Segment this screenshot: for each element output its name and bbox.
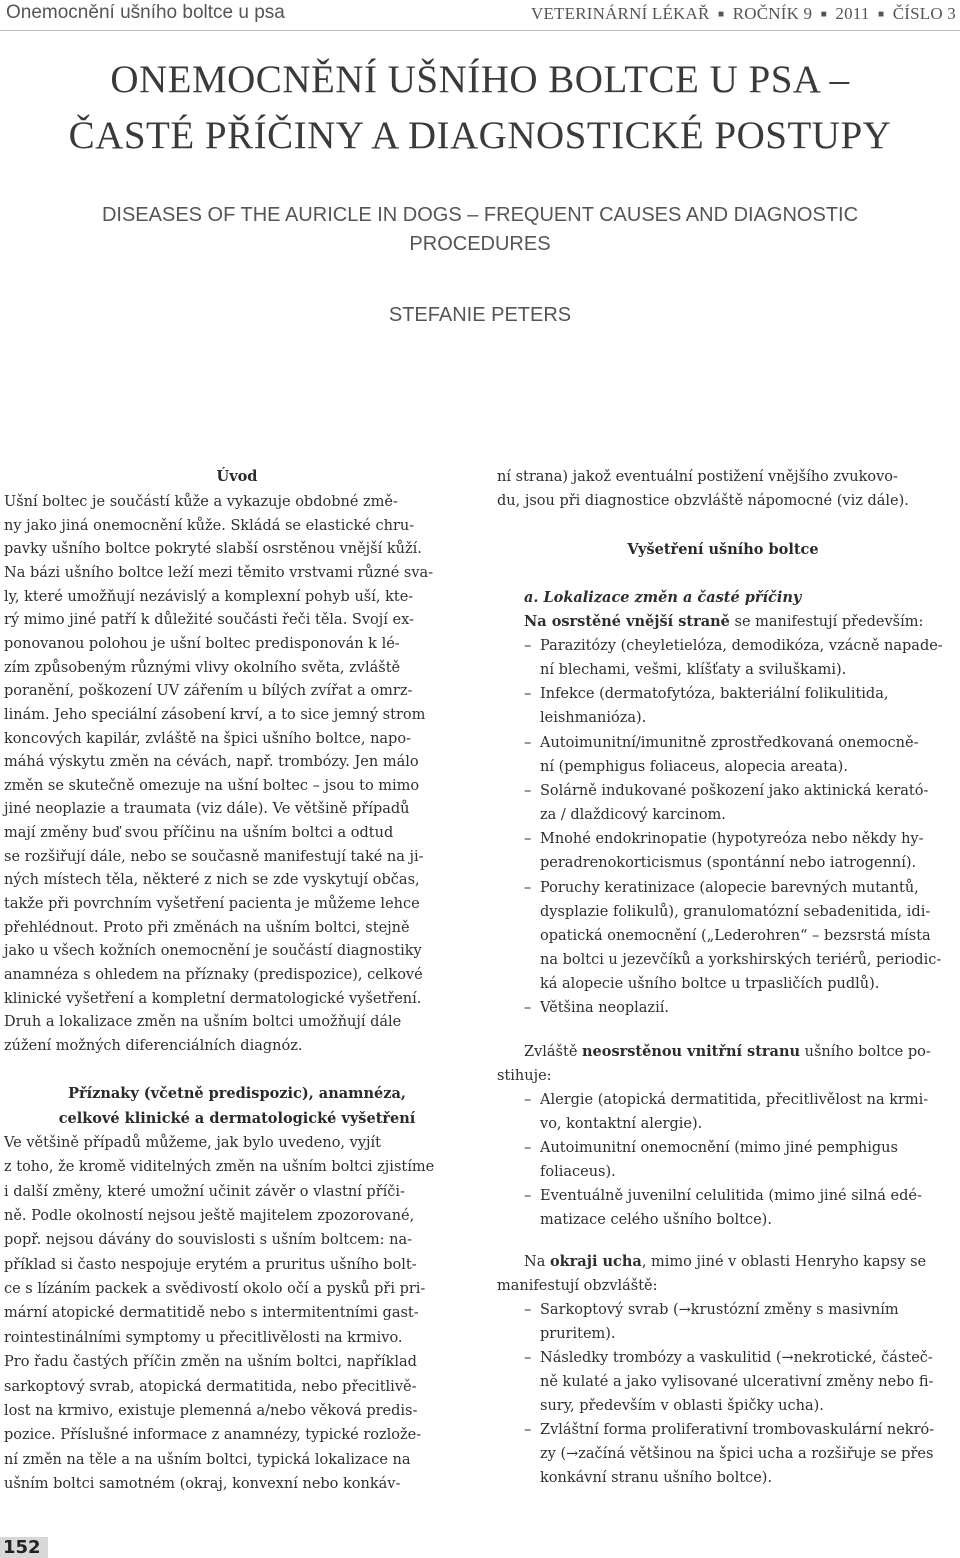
list-dash-icon: – xyxy=(524,1302,532,1318)
symptoms-line: příklad si často nespojuje erytém a pruritus ušního bolt- xyxy=(4,1256,417,1273)
separator-icon: ■ xyxy=(718,9,725,20)
edge-post: , mimo jiné v oblasti Henryho kapsy se xyxy=(641,1254,927,1270)
outer-list-item-line: ní blechami, vešmi, klíšťaty a sviluškami). xyxy=(540,662,847,679)
inner-side-pre: Zvláště xyxy=(524,1044,583,1060)
inner-side-post: ušního boltce po- xyxy=(800,1044,931,1060)
outer-list-item-line: na boltci u jezevčíků a yorkshirských teriérů, periodic- xyxy=(540,951,942,968)
symptoms-line: sarkoptový svrab, atopická dermatitida, nebo přecitlivě- xyxy=(4,1378,417,1395)
section-heading-symptoms-line-2: celkové klinické a dermatologické vyšetření xyxy=(58,1110,416,1127)
journal-name: VETERINÁRNÍ LÉKAŘ xyxy=(530,4,710,23)
intro-line: anamnéza s ohledem na příznaky (predispozice), celkové xyxy=(4,967,423,983)
intro-line: ny jako jiná onemocnění kůže. Skládá se elastické chru- xyxy=(4,517,415,534)
section-heading-symptoms-line-1: Příznaky (včetně predispozic), anamnéza, xyxy=(68,1085,406,1102)
symptoms-line: Pro řadu častých příčin změn na ušním boltci, například xyxy=(4,1354,417,1371)
symptoms-line: lost na krmivo, existuje plemenná a/nebo věková predis- xyxy=(4,1402,418,1419)
list-dash-icon: – xyxy=(524,782,532,799)
continuation-line: ní strana) jakož eventuální postižení vnějšího zvukovo- xyxy=(497,469,898,485)
edge-intro-line-2: manifestují obzvláště: xyxy=(497,1278,658,1294)
author-name: STEFANIE PETERS xyxy=(388,304,572,326)
intro-line: ly, které umožňují nezávislý a komplexní pohyb uší, kte- xyxy=(4,588,414,605)
edge-list-item-line: sury, především v oblasti špičky ucha). xyxy=(540,1398,824,1414)
list-dash-icon: – xyxy=(524,831,532,848)
symptoms-line: ce s lízáním packek a svědivostí okolo očí a pysků při pri- xyxy=(4,1281,426,1298)
list-dash-icon: – xyxy=(524,1422,532,1438)
intro-line: jako u všech kožních onemocnění je součástí diagnostiky xyxy=(4,943,422,960)
list-dash-icon: – xyxy=(524,879,532,896)
outer-list-item-line: opatická onemocnění („Lederohren“ – bezsrstá místa xyxy=(540,927,931,944)
list-dash-icon: – xyxy=(524,1140,532,1156)
outer-list-item-line: leishmanióza). xyxy=(540,710,647,727)
edge-list-item-line: konkávní stranu ušního boltce). xyxy=(540,1470,773,1486)
intro-line: takže při povrchním vyšetření pacienta je můžeme lehce xyxy=(4,896,420,913)
intro-line: mají změny buď svou příčinu na ušním boltci a odtud xyxy=(4,825,394,842)
intro-line: ponovanou polohou je ušní boltec predisponován k lé- xyxy=(4,635,400,652)
outer-list-item-line: ní (pemphigus foliaceus, alopecia areata). xyxy=(540,758,848,775)
intro-line: ných místech těla, některé z nich se zde vyskytují občas, xyxy=(4,872,420,889)
intro-line: klinické vyšetření a kompletní dermatologické vyšetření. xyxy=(4,990,422,1007)
separator-icon: ■ xyxy=(820,9,827,20)
outer-list-item-line: peradrenokorticismus (spontánní nebo iatrogenní). xyxy=(540,855,917,872)
edge-list-item-line: Následky trombózy a vaskulitid (→nekrotické, částeč- xyxy=(540,1350,933,1366)
intro-line: pavky ušního boltce pokryté slabší osrstěnou vnější kůží. xyxy=(4,541,422,558)
outer-list-item-line: Solárně indukované poškození jako aktinická kerató- xyxy=(540,782,929,799)
intro-line: jiné neoplazie a traumata (viz dále). Ve většině případů xyxy=(4,801,410,818)
page-number-box xyxy=(0,1537,48,1558)
symptoms-line: popř. nejsou dávány do souvislosti s ušním boltcem: na- xyxy=(4,1232,413,1249)
intro-line: Druh a lokalizace změn na ušním boltci umožňují dále xyxy=(4,1014,402,1031)
outer-list-item-line: Autoimunitní/imunitně zprostředkovaná onemocně- xyxy=(540,734,919,751)
inner-list-item-line: foliaceus). xyxy=(540,1164,616,1180)
symptoms-line: ní změn na těle a na ušním boltci, typická lokalizace na xyxy=(4,1451,411,1468)
section-heading-intro: Úvod xyxy=(216,468,258,485)
outer-side-intro xyxy=(524,611,923,633)
journal-issue: ČÍSLO 3 xyxy=(892,4,956,23)
intro-line: přehlédnout. Proto při změnách na ušním boltci, stejně xyxy=(4,919,410,936)
continuation-line: du, jsou při diagnostice obzvláště nápomocné (viz dále). xyxy=(497,493,909,509)
symptoms-line: mární atopické dermatitidě nebo s intermitentními gast- xyxy=(4,1305,419,1322)
list-dash-icon: – xyxy=(524,686,532,703)
outer-side-rest: se manifestují především: xyxy=(729,614,924,630)
intro-line: zúžení možných diferenciálních diagnóz. xyxy=(4,1037,303,1054)
journal-volume: ROČNÍK 9 xyxy=(732,4,813,23)
outer-list-item-line: Infekce (dermatofytóza, bakteriální folikulitida, xyxy=(540,686,889,703)
running-header-title: Onemocnění ušního boltce u psa xyxy=(6,2,285,23)
inner-side-bold: neosrstěnou vnitřní stranu xyxy=(582,1043,801,1060)
symptoms-line: ušním boltci samotném (okraj, konvexní nebo konkáv- xyxy=(4,1475,401,1492)
inner-side-intro-line-2: stihuje: xyxy=(497,1068,552,1084)
outer-list-item-line: Většina neoplazií. xyxy=(540,1000,669,1017)
symptoms-line: ně. Podle okolností nejsou ještě majitelem zpozorované, xyxy=(4,1208,415,1225)
list-dash-icon: – xyxy=(524,1000,532,1017)
symptoms-line: rointestinálními symptomy u přecitlivělosti na krmivo. xyxy=(4,1329,403,1346)
separator-icon: ■ xyxy=(878,9,885,20)
journal-year: 2011 xyxy=(835,4,870,23)
edge-list-item-line: Zvláštní forma proliferativní trombovaskulární nekró- xyxy=(540,1422,935,1438)
edge-bold: okraji ucha xyxy=(549,1253,642,1270)
outer-side-bold: Na osrstěné vnější straně xyxy=(524,613,730,630)
intro-line: zím způsobeným různými vlivy okolního světa, zvláště xyxy=(4,659,401,676)
article-title-line-1: ONEMOCNĚNÍ UŠNÍHO BOLTCE U PSA – xyxy=(110,58,850,101)
outer-list-item-line: Poruchy keratinizace (alopecie barevných mutantů, xyxy=(540,879,919,896)
list-dash-icon: – xyxy=(524,1188,532,1204)
intro-line: koncových kapilár, zvláště na špici ušního boltce, napo- xyxy=(4,730,411,747)
running-header xyxy=(0,0,960,31)
edge-pre: Na xyxy=(524,1254,550,1270)
outer-list-item-line: ká alopecie ušního boltce u trpasličích pudlů). xyxy=(540,976,880,993)
article-title-line-2: ČASTÉ PŘÍČINY A DIAGNOSTICKÉ POSTUPY xyxy=(68,114,892,157)
symptoms-line: pozice. Příslušné informace z anamnézy, typické rozlože- xyxy=(4,1427,422,1444)
inner-list-item-line: Alergie (atopická dermatitida, přecitlivělost na krmi- xyxy=(540,1092,929,1108)
subheading-localization: a. Lokalizace změn a časté příčiny xyxy=(524,589,802,606)
symptoms-line: i další změny, které umožní učinit závěr o vlastní příči- xyxy=(4,1183,405,1200)
intro-line: Na bázi ušního boltce leží mezi těmito vrstvami různé sva- xyxy=(4,564,434,581)
outer-list-item-line: Parazitózy (cheyletielóza, demodikóza, vzácně napade- xyxy=(540,638,943,654)
list-dash-icon: – xyxy=(524,734,532,751)
intro-line: Ušní boltec je součástí kůže a vykazuje obdobné změ- xyxy=(4,494,398,510)
inner-list-item-line: matizace celého ušního boltce). xyxy=(540,1212,772,1228)
page-number: 152 xyxy=(3,1537,41,1558)
inner-side-intro xyxy=(524,1041,931,1063)
symptoms-line: z toho, že kromě viditelných změn na ušním boltci zjistíme xyxy=(4,1159,435,1176)
edge-intro xyxy=(524,1251,926,1273)
intro-line: rý mimo jiné patří k důležité součásti řeči těla. Svojí ex- xyxy=(4,612,414,629)
edge-list-item-line: zy (→začíná většinou na špici ucha a rozšiřuje se přes xyxy=(540,1446,934,1462)
list-dash-icon: – xyxy=(524,638,532,654)
outer-list-item-line: Mnohé endokrinopatie (hypotyreóza nebo někdy hy- xyxy=(540,831,924,848)
symptoms-line: Ve většině případů můžeme, jak bylo uvedeno, vyjít xyxy=(4,1135,381,1151)
edge-list-item-line: pruritem). xyxy=(540,1326,616,1342)
outer-list-item-line: za / dlaždicový karcinom. xyxy=(540,807,726,824)
intro-line: se rozšiřují dále, nebo se současně manifestují také na ji- xyxy=(4,848,424,865)
inner-list-item-line: Autoimunitní onemocnění (mimo jiné pemphigus xyxy=(540,1140,898,1156)
edge-list-item-line: Sarkoptový svrab (→krustózní změny s masivním xyxy=(540,1302,899,1318)
inner-list-item-line: vo, kontaktní alergie). xyxy=(540,1116,703,1132)
english-title-line-1: DISEASES OF THE AURICLE IN DOGS – FREQUENT CAUSES AND DIAGNOSTIC xyxy=(101,204,859,226)
journal-info xyxy=(531,4,956,24)
list-dash-icon: – xyxy=(524,1092,532,1108)
english-title-line-2: PROCEDURES xyxy=(409,233,551,255)
section-heading-exam: Vyšetření ušního boltce xyxy=(627,541,819,558)
edge-list-item-line: ně kulaté a jako vylisované ulcerativní změny nebo fi- xyxy=(540,1374,934,1390)
inner-list-item-line: Eventuálně juvenilní celulitida (mimo jiné silná edé- xyxy=(540,1188,922,1204)
intro-line: změn se skutečně omezuje na ušní boltec – jsou to mimo xyxy=(4,777,420,794)
intro-line: linám. Jeho speciální zásobení krví, a to sice jemný strom xyxy=(4,706,426,723)
list-dash-icon: – xyxy=(524,1350,532,1366)
intro-line: máhá výskytu změn na cévách, např. trombózy. Jen málo xyxy=(4,754,419,771)
intro-line: poranění, poškození UV zářením u bílých zvířat a omrz- xyxy=(4,683,413,700)
outer-list-item-line: dysplazie folikulů), granulomatózní sebadenitida, idi- xyxy=(540,903,931,920)
